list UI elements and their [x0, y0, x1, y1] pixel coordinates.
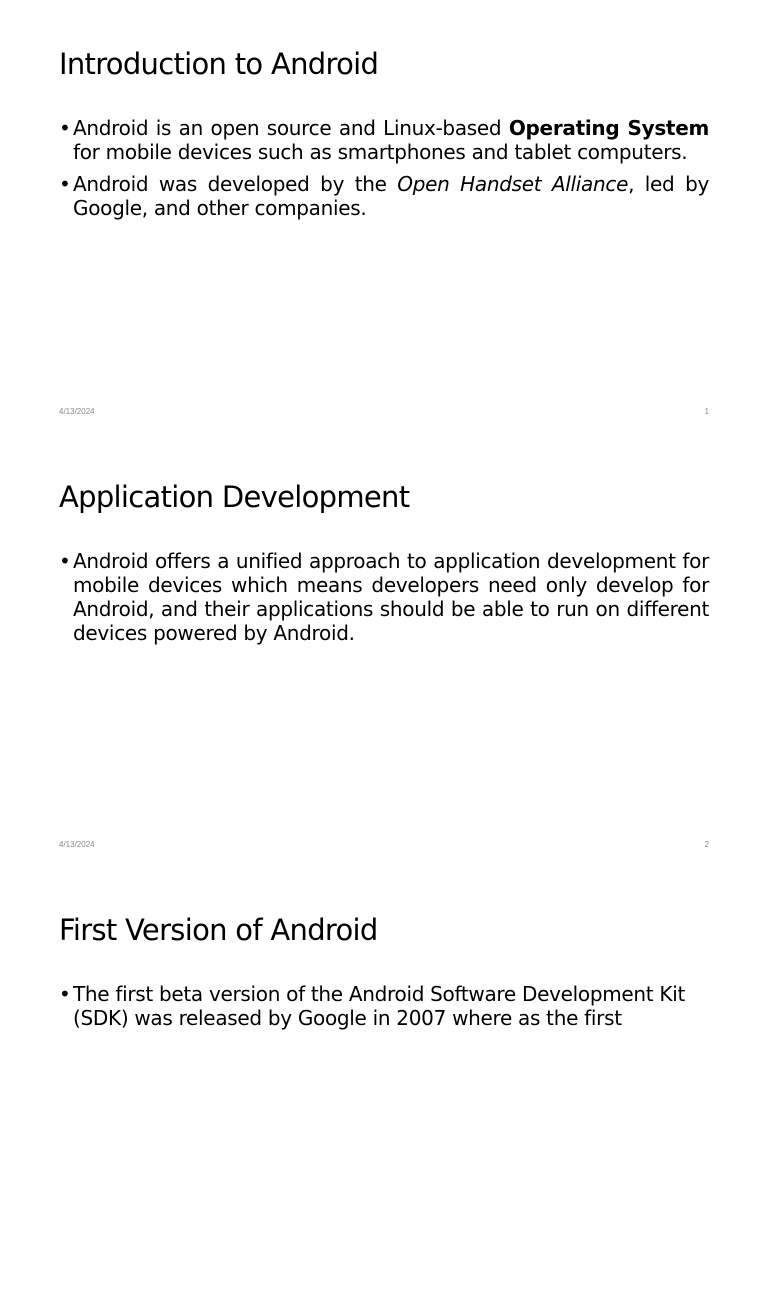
bullet-icon: • [59, 549, 71, 573]
slide-date: 4/13/2024 [59, 407, 95, 416]
bullet-list [59, 549, 709, 653]
bullet-text: Android was developed by the [73, 172, 398, 196]
bullet-text: Android offers a unified approach to application development for mobile devices which means developers need only develop for Android, and their applications should be able to run on different devices powered by Android. [73, 549, 709, 645]
bullet-item [59, 116, 709, 164]
bullet-text: for mobile devices such as smartphones and tablet computers. [73, 140, 688, 164]
bullet-icon: • [59, 172, 71, 196]
slide-title: Application Development [59, 480, 410, 514]
bullet-list [59, 982, 709, 1038]
bullet-icon: • [59, 116, 71, 140]
bullet-item [59, 982, 709, 1030]
bullet-item [59, 549, 709, 645]
bullet-icon: • [59, 982, 71, 1006]
slide-date: 4/13/2024 [59, 840, 95, 849]
slide-number: 1 [704, 407, 709, 416]
slide-2 [0, 433, 768, 866]
slide-title: Introduction to Android [59, 47, 379, 81]
bullet-text: Android is an open source and Linux-based [73, 116, 509, 140]
slide-number: 2 [704, 840, 709, 849]
bullet-item [59, 172, 709, 220]
bullet-italic-text: Open Handset Alliance [397, 172, 629, 196]
slide-3 [0, 866, 768, 1299]
bullet-list [59, 116, 709, 228]
slide-title: First Version of Android [59, 913, 378, 947]
bullet-bold-text: Operating System [508, 116, 709, 140]
bullet-text: The first beta version of the Android Software Development Kit (SDK) was released by Google in 2007 where as the first [73, 982, 685, 1030]
bullet-text: , led by Google, and other companies. [73, 172, 709, 220]
slide-1 [0, 0, 768, 433]
